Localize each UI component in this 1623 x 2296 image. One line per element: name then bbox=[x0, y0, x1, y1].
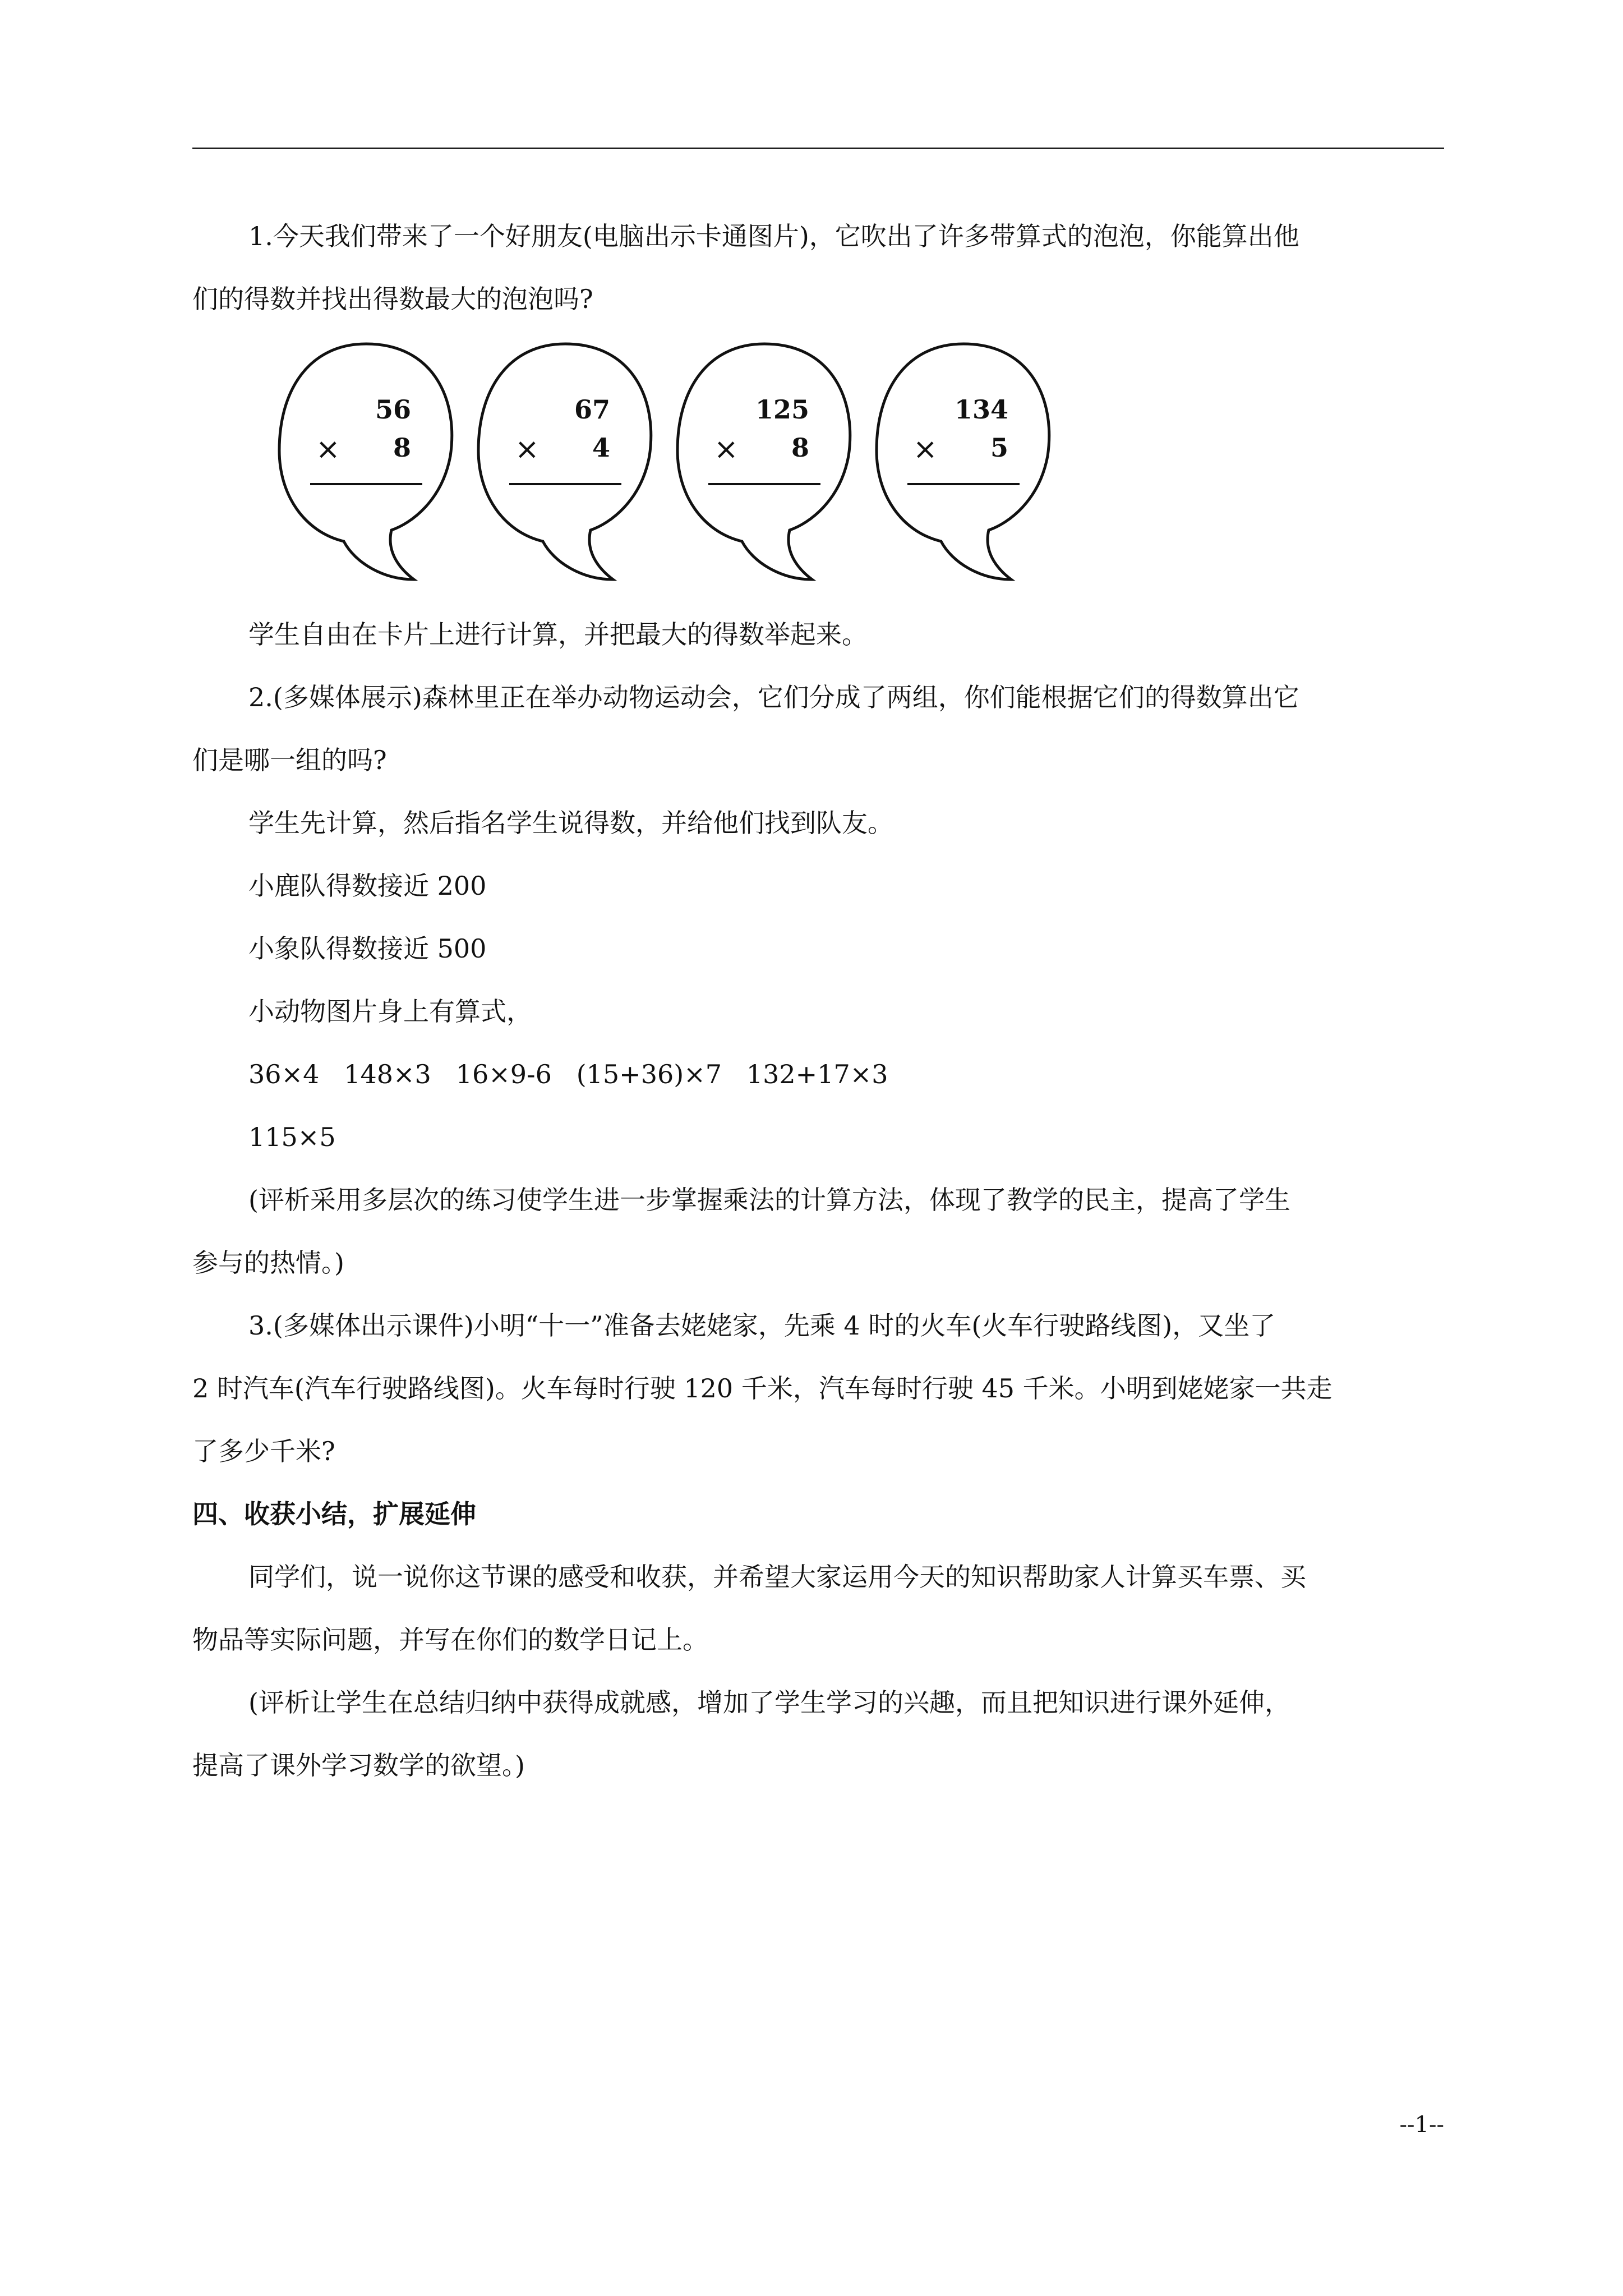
intro-paragraph-line1: 1.今天我们带来了一个好朋友(电脑出示卡通图片)，它吹出了许多带算式的泡泡，你能算出他 bbox=[248, 221, 1299, 251]
multiply-sign: × bbox=[913, 432, 938, 466]
speech-bubble-outline bbox=[271, 333, 462, 591]
multiply-sign: × bbox=[714, 432, 739, 466]
bubble-top-number: 125 bbox=[755, 394, 809, 425]
formulas-line1: 36×4 148×3 16×9-6 (15+36)×7 132+17×3 bbox=[248, 1059, 888, 1089]
speech-bubble bbox=[271, 333, 462, 591]
bubble-multiplier: 4 bbox=[592, 432, 610, 463]
speech-bubble bbox=[669, 333, 860, 591]
bubble-top-number: 56 bbox=[375, 394, 411, 425]
bubble-illustration bbox=[271, 333, 1062, 591]
deer-team-text: 小鹿队得数接近 200 bbox=[248, 871, 487, 901]
comment2-line2: 提高了课外学习数学的欲望。) bbox=[192, 1750, 525, 1780]
speech-bubble-outline bbox=[470, 333, 661, 591]
student-calc-text: 学生自由在卡片上进行计算，并把最大的得数举起来。 bbox=[248, 619, 868, 650]
page-number: --1-- bbox=[1399, 2112, 1444, 2138]
summary-line2: 物品等实际问题，并写在你们的数学日记上。 bbox=[192, 1625, 708, 1655]
question3-line3: 了多少千米? bbox=[192, 1436, 335, 1466]
question2-line2: 们是哪一组的吗? bbox=[192, 745, 387, 775]
bubble-multiplier: 8 bbox=[393, 432, 411, 463]
elephant-team-text: 小象队得数接近 500 bbox=[248, 933, 487, 964]
animal-cards-text: 小动物图片身上有算式， bbox=[248, 996, 532, 1027]
bubble-multiplier: 5 bbox=[990, 432, 1008, 463]
question2-method: 学生先计算，然后指名学生说得数，并给他们找到队友。 bbox=[248, 808, 893, 838]
formulas-line2: 115×5 bbox=[248, 1122, 336, 1152]
document-body bbox=[192, 205, 1444, 1797]
comment1-line1: (评析采用多层次的练习使学生进一步掌握乘法的计算方法，体现了教学的民主，提高了学生 bbox=[248, 1185, 1290, 1215]
comment1-line2: 参与的热情。) bbox=[192, 1248, 344, 1278]
question3-line2: 2 时汽车(汽车行驶路线图)。火车每时行驶 120 千米，汽车每时行驶 45 千米。小明到姥姥家一共走 bbox=[192, 1373, 1332, 1404]
bubble-top-number: 67 bbox=[574, 394, 610, 425]
comment2-line1: (评析让学生在总结归纳中获得成就感，增加了学生学习的兴趣，而且把知识进行课外延伸， bbox=[248, 1687, 1290, 1718]
multiply-sign: × bbox=[316, 432, 340, 466]
speech-bubble bbox=[470, 333, 661, 591]
speech-bubble-outline bbox=[868, 333, 1059, 591]
question2-line1: 2.(多媒体展示)森林里正在举办动物运动会，它们分成了两组，你们能根据它们的得数算出它 bbox=[248, 682, 1299, 712]
summary-line1: 同学们，说一说你这节课的感受和收获，并希望大家运用今天的知识帮助家人计算买车票、买 bbox=[248, 1562, 1306, 1592]
bubble-top-number: 134 bbox=[954, 394, 1008, 425]
section4-heading: 四、收获小结，扩展延伸 bbox=[192, 1499, 476, 1529]
header-rule bbox=[192, 148, 1444, 149]
multiply-sign: × bbox=[515, 432, 540, 466]
speech-bubble bbox=[868, 333, 1059, 591]
question3-line1: 3.(多媒体出示课件)小明“十一”准备去姥姥家，先乘 4 时的火车(火车行驶路线图)，又坐了 bbox=[248, 1310, 1276, 1341]
bubble-multiplier: 8 bbox=[791, 432, 809, 463]
speech-bubble-outline bbox=[669, 333, 860, 591]
intro-paragraph-line2: 们的得数并找出得数最大的泡泡吗? bbox=[192, 284, 593, 314]
